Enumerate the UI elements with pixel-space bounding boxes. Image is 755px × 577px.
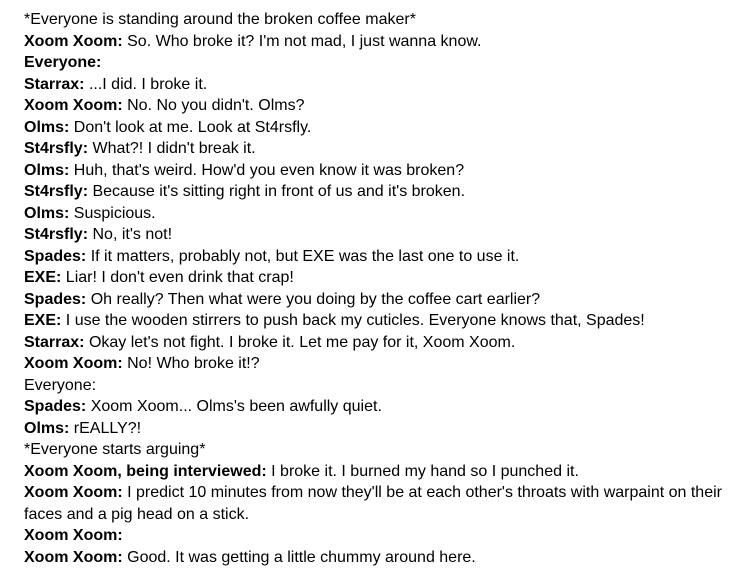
speaker-name: Xoom Xoom: [24, 527, 123, 544]
line-text: Okay let's not fight. I broke it. Let me pay for it, Xoom Xoom. [88, 333, 516, 351]
speaker-name: Everyone: [24, 54, 102, 71]
dialogue-line [24, 224, 742, 246]
line-text: Oh really? Then what were you doing by the coffee cart earlier? [90, 290, 541, 308]
speaker-name: St4rsfly: [24, 226, 89, 243]
line-text: Suspicious. [73, 204, 156, 222]
line-text: No. No you didn't. Olms? [127, 97, 305, 114]
dialogue-line [24, 353, 742, 375]
line-text: Don't look at me. Look at St4rsfly. [73, 118, 312, 136]
speaker-name: Spades: [24, 398, 87, 415]
dialogue-line [24, 74, 742, 96]
speaker-name: Olms: [24, 161, 70, 179]
direction-text: *Everyone is standing around the broken coffee maker* [24, 11, 416, 28]
dialogue-script [24, 9, 742, 568]
dialogue-line [24, 310, 742, 332]
line-text: I predict 10 minutes from now they'll be at each other's throats with warpaint on their faces and a pig head on a stick. [24, 484, 722, 523]
dialogue-line [24, 396, 742, 418]
line-text: So. Who broke it? I'm not mad, I just wanna know. [127, 32, 482, 50]
speaker-name: Xoom Xoom: [24, 484, 123, 501]
speaker-name: Xoom Xoom: [24, 32, 123, 50]
speaker-name: Xoom Xoom: [24, 355, 123, 372]
dialogue-line [24, 52, 742, 74]
speaker-name: Spades: [24, 247, 87, 265]
direction-text: Everyone: [24, 376, 97, 394]
line-text: Liar! I don't even drink that crap! [65, 269, 294, 286]
speaker-name: Olms: [24, 419, 70, 437]
direction-text: *Everyone starts arguing* [24, 441, 206, 458]
dialogue-line [24, 267, 742, 289]
line-text: ...I did. I broke it. [88, 75, 208, 93]
speaker-name: St4rsfly: [24, 140, 89, 157]
line-text: No! Who broke it!? [127, 355, 260, 372]
speaker-name: St4rsfly: [24, 183, 89, 200]
dialogue-line [24, 418, 742, 440]
speaker-name: Starrax: [24, 75, 85, 93]
speaker-name: Xoom Xoom: [24, 548, 123, 566]
dialogue-line [24, 547, 742, 569]
dialogue-line [24, 95, 742, 117]
line-text: Xoom Xoom... Olms's been awfully quiet. [90, 398, 382, 415]
line-text: I use the wooden stirrers to push back my cuticles. Everyone knows that, Spades! [65, 312, 645, 329]
dialogue-line [24, 117, 742, 139]
dialogue-line [24, 289, 742, 311]
speaker-name: Xoom Xoom: [24, 97, 123, 114]
speaker-name: Olms: [24, 204, 70, 222]
dialogue-line [24, 138, 742, 160]
stage-direction-line [24, 439, 742, 461]
line-text: Good. It was getting a little chummy around here. [127, 548, 476, 566]
speaker-name: EXE: [24, 269, 62, 286]
speaker-name: Olms: [24, 118, 70, 136]
line-text: If it matters, probably not, but EXE was the last one to use it. [90, 247, 520, 265]
speaker-name: Xoom Xoom, being interviewed: [24, 462, 267, 480]
speaker-name: Spades: [24, 290, 87, 308]
line-text: I broke it. I burned my hand so I punched it. [271, 462, 579, 480]
line-text: rEALLY?! [73, 419, 142, 437]
line-text: Because it's sitting right in front of us and it's broken. [92, 183, 466, 200]
dialogue-line [24, 332, 742, 354]
dialogue-line [24, 31, 742, 53]
line-text: No, it's not! [92, 226, 173, 243]
stage-direction-line [24, 9, 742, 31]
dialogue-line [24, 181, 742, 203]
speaker-name: EXE: [24, 312, 62, 329]
stage-direction-line [24, 375, 742, 397]
dialogue-line [24, 482, 742, 525]
line-text: What?! I didn't break it. [92, 140, 256, 157]
dialogue-line [24, 246, 742, 268]
line-text: Huh, that's weird. How'd you even know it was broken? [73, 161, 465, 179]
dialogue-line [24, 525, 742, 547]
dialogue-line [24, 160, 742, 182]
dialogue-line [24, 461, 742, 483]
speaker-name: Starrax: [24, 333, 85, 351]
dialogue-line [24, 203, 742, 225]
